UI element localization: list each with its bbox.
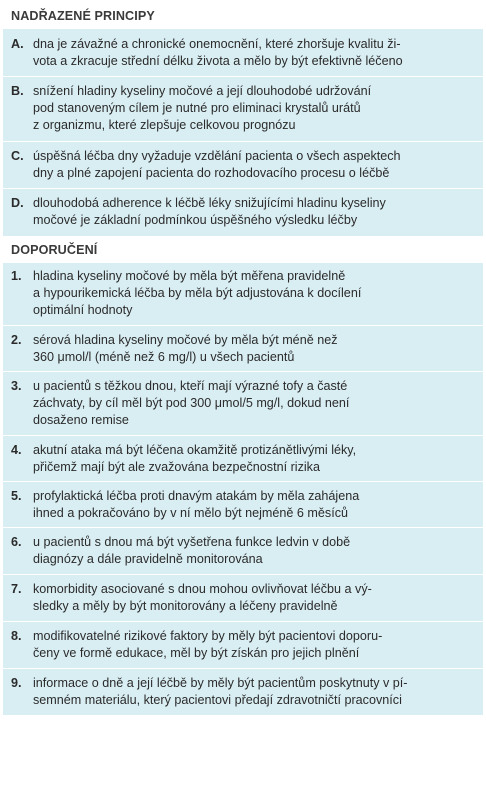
principle-row-b xyxy=(3,77,483,141)
row-marker: A. xyxy=(11,37,24,51)
row-marker: 5. xyxy=(11,489,22,503)
recommendations-table xyxy=(3,3,483,797)
row-marker: 6. xyxy=(11,535,22,549)
row-text: u pacientů s dnou má být vyšetřena funkce ledvin v době diagnózy a dále pravidelně monitorována xyxy=(33,535,351,566)
principles-heading: NADŘAZENÉ PRINCIPY xyxy=(3,3,483,29)
row-marker: 8. xyxy=(11,629,22,643)
row-text: hladina kyseliny močové by měla být měřena pravidelně a hypourikemická léčba by měla být adjustována k docílení optimální hodnoty xyxy=(33,269,362,317)
row-marker: 1. xyxy=(11,269,22,283)
row-marker: 3. xyxy=(11,379,22,393)
recommendation-row-4 xyxy=(3,436,483,481)
row-marker: 4. xyxy=(11,443,22,457)
recommendations-heading: DOPORUČENÍ xyxy=(3,236,483,263)
recommendation-row-9 xyxy=(3,669,483,715)
recommendation-row-7 xyxy=(3,575,483,621)
row-text: komorbidity asociované s dnou mohou ovlivňovat léčbu a vý- sledky a měly by být monitorovány a léčeny pravidelně xyxy=(33,582,372,613)
row-text: dna je závažné a chronické onemocnění, které zhoršuje kvalitu ži- vota a zkracuje střední délku života a mělo by být efektivně léčeno xyxy=(33,37,403,68)
recommendation-row-6 xyxy=(3,528,483,574)
row-marker: 2. xyxy=(11,333,22,347)
row-marker: 7. xyxy=(11,582,22,596)
recommendation-row-3 xyxy=(3,372,483,435)
row-marker: C. xyxy=(11,149,24,163)
row-text: akutní ataka má být léčena okamžitě protizánětlivými léky, přičemž mají být ale zvažována bezpečnostní rizika xyxy=(33,443,357,474)
recommendation-row-2 xyxy=(3,326,483,371)
row-text: úspěšná léčba dny vyžaduje vzdělání pacienta o všech aspektech dny a plné zapojení pacienta do rozhodovacího procesu o léčbě xyxy=(33,149,401,180)
row-marker: D. xyxy=(11,196,24,210)
recommendation-row-1 xyxy=(3,263,483,325)
principle-row-d xyxy=(3,189,483,236)
row-marker: 9. xyxy=(11,676,22,690)
recommendation-row-5 xyxy=(3,482,483,527)
principle-row-c xyxy=(3,142,483,188)
recommendation-row-8 xyxy=(3,622,483,668)
principle-row-a xyxy=(3,29,483,76)
row-text: profylaktická léčba proti dnavým atakám by měla zahájena ihned a pokračováno by v ní mělo být nejméně 6 měsíců xyxy=(33,489,360,520)
row-text: sérová hladina kyseliny močové by měla být méně než 360 μmol/l (méně než 6 mg/l) u všech pacientů xyxy=(33,333,338,364)
row-text: informace o dně a její léčbě by měly být pacientům poskytnuty v pí- semném materiálu, který pacientovi předají zdravotničtí pracovníci xyxy=(33,676,408,707)
row-text: modifikovatelné rizikové faktory by měly být pacientovi doporu- čeny ve formě edukace, měl by být získán pro jejich plnění xyxy=(33,629,383,660)
row-text: dlouhodobá adherence k léčbě léky snižujícími hladinu kyseliny močové je základní podmínkou úspěšného výsledku léčby xyxy=(33,196,386,227)
row-text: snížení hladiny kyseliny močové a její dlouhodobé udržování pod stanoveným cílem je nutné pro eliminaci krystalů urátů z organizmu, které zlepšuje celkovou prognózu xyxy=(33,84,372,132)
row-text: u pacientů s těžkou dnou, kteří mají výrazné tofy a časté záchvaty, by cíl měl být pod 300 μmol/5 mg/l, dokud není dosaženo remise xyxy=(33,379,350,427)
row-marker: B. xyxy=(11,84,24,98)
